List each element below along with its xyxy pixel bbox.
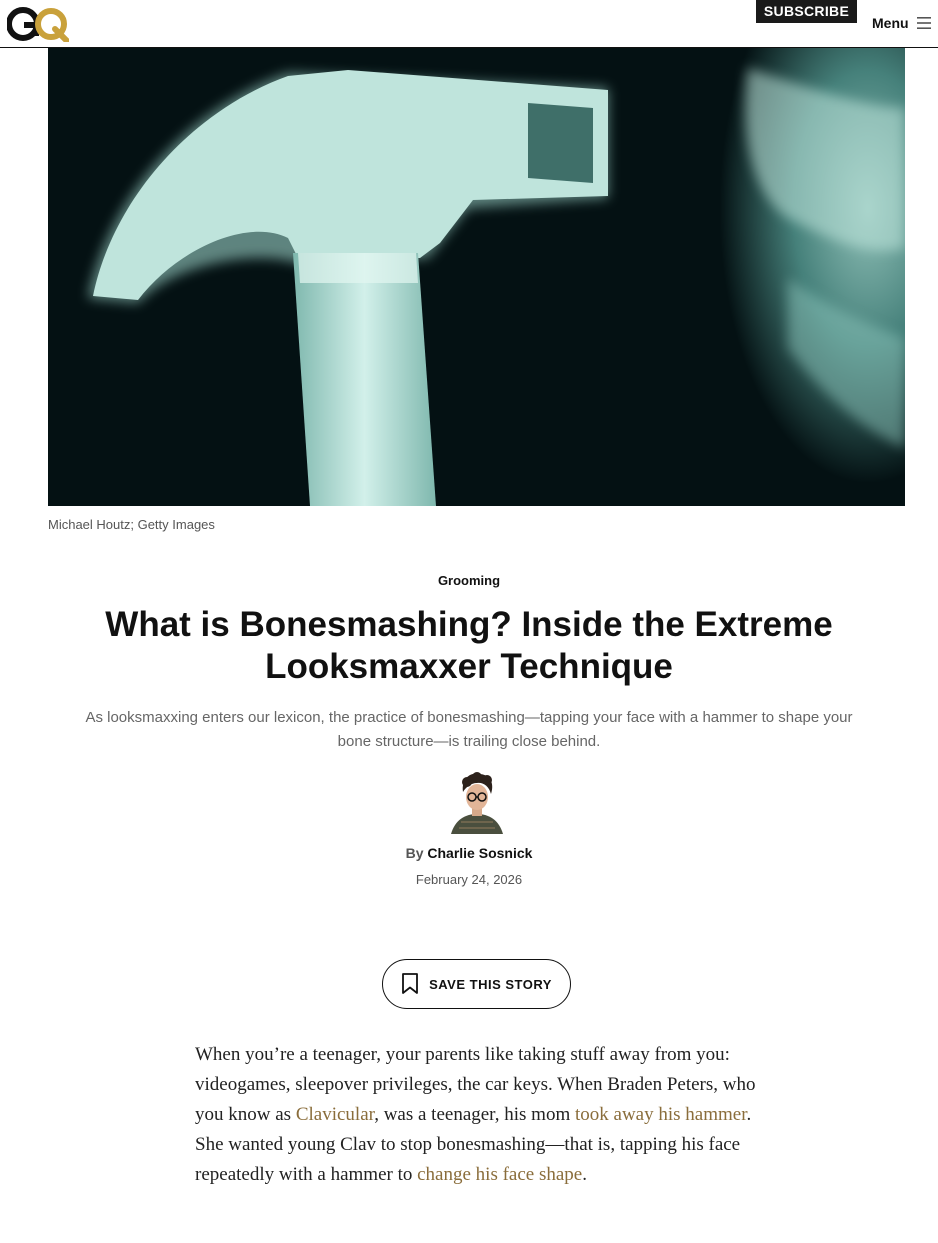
headline-line-2: Looksmaxxer Technique — [265, 647, 673, 686]
hamburger-icon — [917, 17, 931, 29]
site-header — [0, 0, 938, 48]
xray-illustration — [48, 48, 905, 506]
paragraph-text: . — [582, 1164, 587, 1185]
publish-date: February 24, 2026 — [415, 872, 523, 887]
bookmark-icon — [401, 973, 419, 995]
paragraph-text: . She wanted young Clav to stop bonesmashing—that is, tapping his face repeatedly with a hammer to — [195, 1104, 752, 1185]
menu-label: Menu — [872, 15, 909, 31]
dek-line-1: As looksmaxxing enters our lexicon, the practice of bonesmashing—tapping your face with a hammer to shape your — [85, 709, 853, 726]
byline-prefix: By — [405, 845, 424, 861]
gq-logo[interactable] — [7, 6, 69, 42]
rubric-link[interactable]: Grooming — [437, 573, 501, 588]
link-change-face-shape[interactable]: change his face shape — [417, 1164, 583, 1185]
link-clavicular[interactable]: Clavicular — [295, 1104, 375, 1125]
paragraph-text: , was a teenager, his mom — [374, 1104, 575, 1125]
byline — [0, 845, 938, 861]
save-story-button[interactable] — [382, 959, 571, 1009]
article-paragraph — [195, 1040, 765, 1190]
subscribe-button[interactable]: SUBSCRIBE — [756, 0, 857, 23]
article-dek — [60, 706, 878, 754]
page-title — [60, 604, 878, 688]
author-link[interactable]: Charlie Sosnick — [427, 845, 533, 861]
author-avatar[interactable] — [449, 770, 505, 834]
dek-line-2: bone structure—is trailing close behind. — [337, 733, 601, 750]
hero-image — [48, 48, 905, 506]
menu-button[interactable] — [872, 14, 931, 32]
paragraph-text: When you’re a teenager, your parents like taking stuff away from you: videogames, sleepover privileges, the car keys. When Braden Peters, who you know as — [195, 1044, 756, 1125]
photo-credit: Michael Houtz; Getty Images — [48, 517, 215, 532]
headline-line-1: What is Bonesmashing? Inside the Extreme — [105, 605, 833, 644]
save-story-label: SAVE THIS STORY — [429, 976, 552, 992]
link-took-away-hammer[interactable]: took away his hammer — [574, 1104, 747, 1125]
